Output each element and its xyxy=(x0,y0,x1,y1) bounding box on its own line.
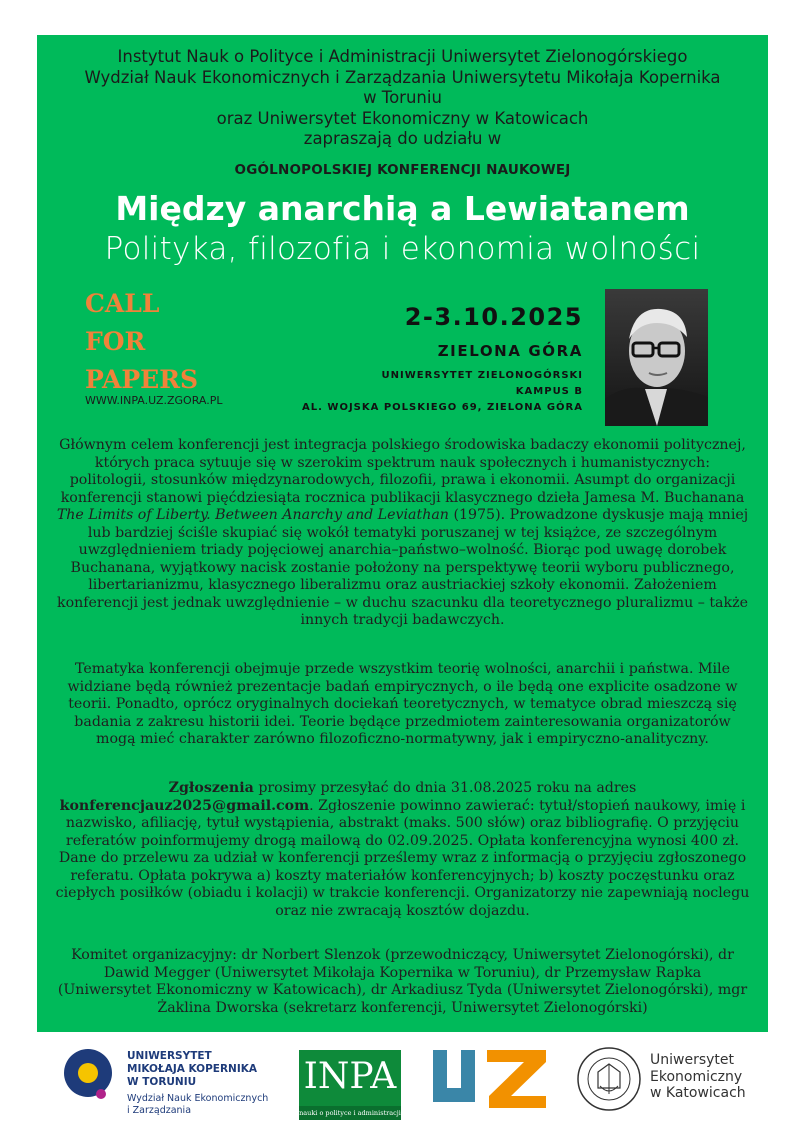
cfp-line: CALL xyxy=(85,289,160,318)
paragraph-committee: Komitet organizacyjny: dr Norbert Slenzok (przewodniczący, Uniwersytet Zielonogórski), dr Dawid Megger (Uniwersytet Mikołaja Kopernika w Toruniu), dr Przemysław Rapka (Uniwersytet Ekonomiczny w Katowicach), dr Arkadiusz Tyda (Uniwersytet Zielonogórski), mgr Żaklina Dworska (sekretarz konferencji, Uniwersytet Zielonogórski) xyxy=(57,947,748,1016)
inpa-logo: INPA nauki o polityce i administracji xyxy=(299,1050,401,1120)
paragraph-aims: Głównym celem konferencji jest integracja polskiego środowiska badaczy ekonomii politycznej, których praca sytuuje się w szerokim spektrum nauk społecznych i humanistycznych: politologii, stosunków międzynarodowych, filozofii, prawa i ekonomii. Asumpt do organizacji konferencji stanowi pięćdziesiąta rocznica publikacji klasycznego dzieła Jamesa M. Buchanana The Limits of Liberty. Between Anarchy and Leviathan (1975). Prowadzone dyskusje mają mniej lub bardziej ściśle skupiać się wokół tematyki poruszanej w tej książce, ze szczególnym uwzględnieniem triady pojęciowej anarchia–państwo–wolność. Biorąc pod uwagę dorobek Buchanana, wyjątkowy nacisk zostanie położony na perspektywę teorii wyboru publicznego, libertarianizmu, klasycznego liberalizmu oraz austriackiej szkoły ekonomii. Założeniem konferencji jest jednak uwzględnienie – w duchu szacunku dla teoretycznego pluralizmu – także innych tradycji badawczych. xyxy=(56,437,749,628)
umk-logo-icon xyxy=(60,1047,120,1103)
conference-title: Między anarchią a Lewiatanem xyxy=(115,189,690,228)
organizer-line: Wydział Nauk Ekonomicznych i Zarządzania Uniwersytetu Mikołaja Kopernika xyxy=(84,67,721,87)
event-address xyxy=(253,368,583,416)
organizer-line: oraz Uniwersytet Ekonomiczny w Katowicach xyxy=(216,108,589,128)
umk-name: UNIWERSYTET MIKOŁAJA KOPERNIKA W TORUNIU xyxy=(127,1050,258,1088)
event-date: 2-3.10.2025 xyxy=(404,303,583,331)
uz-logo-icon xyxy=(433,1050,548,1110)
organizer-line: Instytut Nauk o Polityce i Administracji Uniwersytet Zielonogórskiego xyxy=(117,47,688,66)
portrait-photo xyxy=(605,289,708,426)
umk-faculty: Wydział Nauk Ekonomicznych i Zarządzania xyxy=(127,1093,269,1116)
website-link[interactable]: WWW.INPA.UZ.ZGORA.PL xyxy=(85,394,223,407)
cfp-line: FOR xyxy=(85,327,146,356)
call-for-papers xyxy=(85,285,198,399)
paragraph-submissions: Zgłoszenia prosimy przesyłać do dnia 31.08.2025 roku na adres konferencjauz2025@gmail.com. Zgłoszenie powinno zawierać: tytuł/stopień naukowy, imię i nazwisko, afiliację, tytuł wystąpienia, abstrakt (maks. 500 słów) oraz bibliografię. O przyjęciu referatów poinformujemy drogą mailową do 02.09.2025. Opłata konferencyjna wynosi 400 zł. Dane do przelewu za udział w konferencji prześlemy wraz z informacją o przyjęciu zgłoszonego referatu. Opłata pokrywa a) koszty materiałów konferencyjnych; b) koszty poczęstunku oraz ciepłych posiłków (obiadu i kolacji) w trakcie konferencji. Organizatorzy nie zapewniają noclegu oraz nie zwracają kosztów dojazdu. xyxy=(55,780,750,919)
conference-kind: OGÓLNOPOLSKIEJ KONFERENCJI NAUKOWEJ xyxy=(234,162,571,178)
ue-name: Uniwersytet Ekonomiczny w Katowicach xyxy=(650,1052,746,1101)
poster-panel xyxy=(37,35,768,1032)
organizers-block xyxy=(37,47,768,150)
book-title: The Limits of Liberty. Between Anarchy and Leviathan xyxy=(56,507,449,523)
address-line: KAMPUS B xyxy=(515,386,583,397)
organizer-line: w Toruniu xyxy=(363,88,442,107)
conference-subtitle: Polityka, filozofia i ekonomia wolności xyxy=(104,231,701,267)
address-line: AL. WOJSKA POLSKIEGO 69, ZIELONA GÓRA xyxy=(302,402,583,413)
cfp-line: PAPERS xyxy=(85,365,199,394)
invitation-line: zapraszają do udziału w xyxy=(303,129,502,148)
contact-email[interactable]: konferencjauz2025@gmail.com xyxy=(59,797,310,814)
address-line: UNIWERSYTET ZIELONOGÓRSKI xyxy=(381,370,583,381)
paragraph-topics: Tematyka konferencji obejmuje przede wszystkim teorię wolności, anarchii i państwa. Mile widziane będą również prezentacje badań empirycznych, o ile będą one explicite osadzone w teorii. Ponadto, oprócz oryginalnych dociekań teoretycznych, w tematyce obrad mieszczą się badania z zakresu historii idei. Teorie będące przedmiotem zainteresowania organizatorów mogą mieć charakter zarówno filozoficzno-normatywny, jak i empiryczno-analityczny. xyxy=(67,661,738,747)
ue-seal-icon xyxy=(576,1046,642,1112)
event-city: ZIELONA GÓRA xyxy=(437,342,583,360)
